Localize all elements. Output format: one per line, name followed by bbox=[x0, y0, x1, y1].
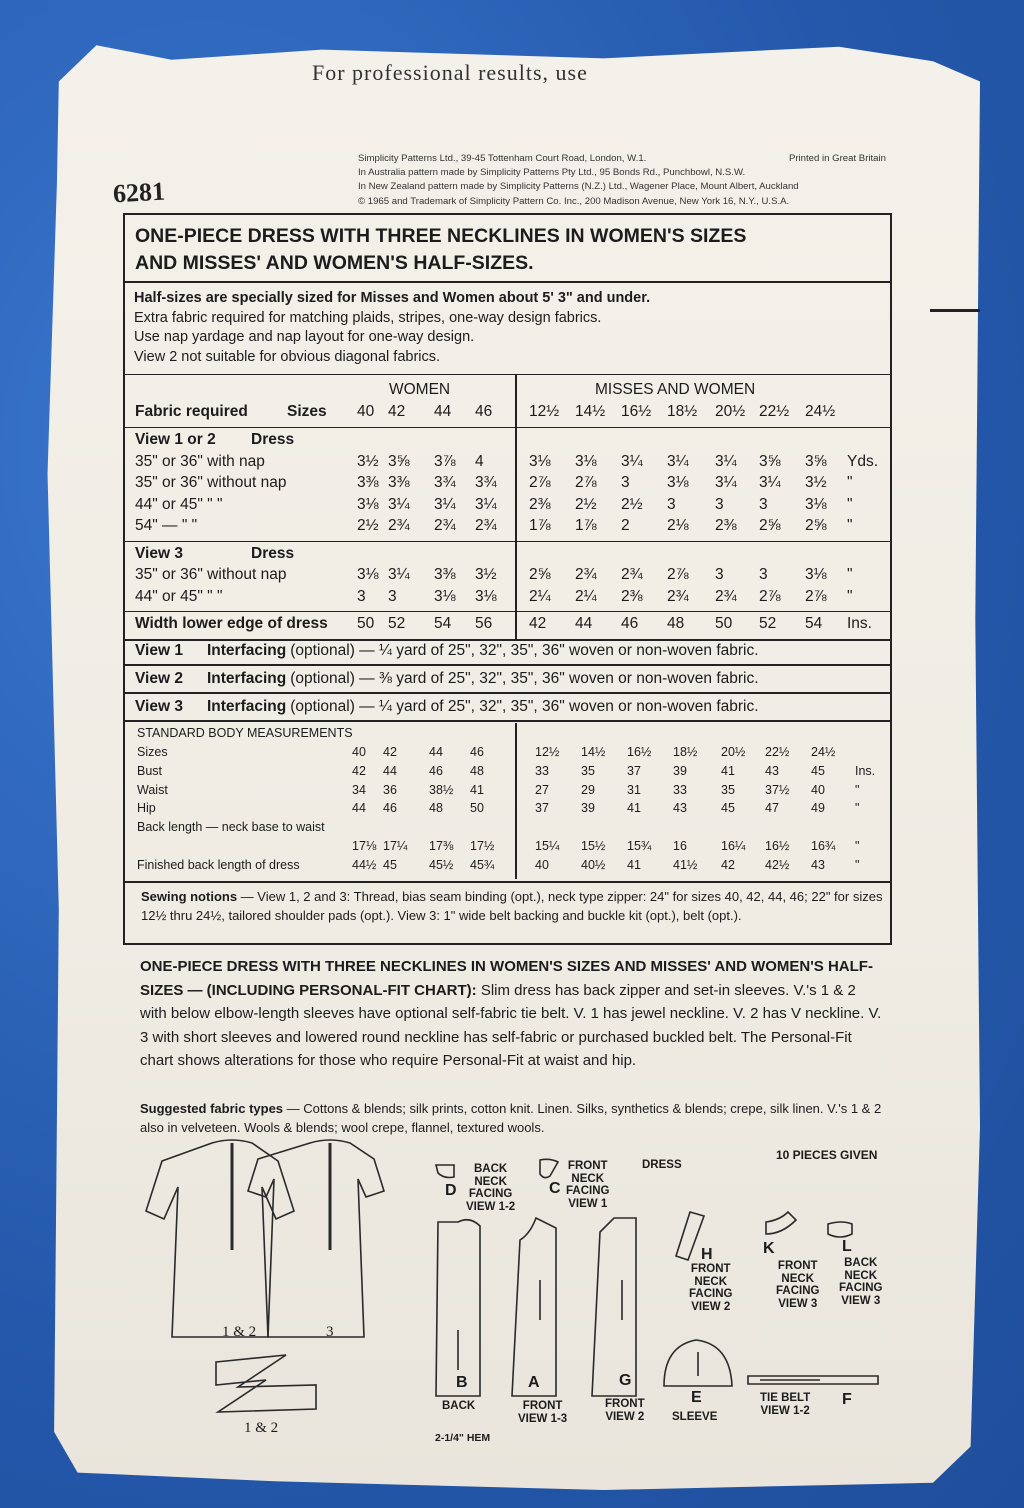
measurement-unit: " bbox=[855, 801, 860, 816]
fabric-required-label: Fabric required bbox=[135, 403, 248, 420]
hem-note: 2-1/4" HEM bbox=[435, 1432, 491, 1444]
value-cell: 3 bbox=[621, 474, 630, 491]
value-cell: 3¼ bbox=[388, 566, 410, 583]
measurement-value: 47 bbox=[765, 801, 779, 816]
measurement-value: 42½ bbox=[765, 857, 790, 872]
piece-label-line: VIEW 3 bbox=[778, 1297, 818, 1310]
piece-letter-d: D bbox=[445, 1182, 457, 1199]
value-cell: 2⅞ bbox=[529, 474, 551, 491]
measurement-value: 46 bbox=[383, 801, 397, 816]
measurement-value: 33 bbox=[535, 763, 549, 778]
piece-label-line: VIEW 2 bbox=[691, 1300, 731, 1313]
measurement-value: 40 bbox=[535, 857, 549, 872]
value-cell: 54 bbox=[434, 615, 452, 632]
measurement-value: 35 bbox=[721, 782, 735, 797]
measurement-value: 33 bbox=[673, 782, 687, 797]
piece-label-line: TIE BELT bbox=[760, 1392, 811, 1404]
measurement-label: Bust bbox=[137, 763, 163, 778]
column-divider bbox=[515, 374, 517, 639]
value-cell: 3⅜ bbox=[434, 566, 456, 583]
publisher-line: In New Zealand pattern made by Simplicity Patterns (N.Z.) Ltd., Wagener Place, Mount Albert, Auckland bbox=[358, 181, 799, 193]
piece-letter-g: G bbox=[619, 1372, 632, 1389]
value-cell: 3¼ bbox=[388, 495, 410, 513]
piece-label-line: NECK bbox=[781, 1272, 815, 1285]
interfacing-row bbox=[135, 642, 759, 660]
measurement-value: 44 bbox=[383, 763, 397, 778]
measurement-label: Hip bbox=[137, 801, 156, 816]
value-cell: 2¾ bbox=[575, 566, 597, 583]
measurement-value: 45¾ bbox=[470, 857, 495, 872]
measurement-value: 17¼ bbox=[383, 839, 408, 853]
publisher-info bbox=[358, 152, 886, 209]
value-cell: 54 bbox=[805, 615, 823, 632]
piece-label-line: VIEW 3 bbox=[841, 1294, 881, 1307]
piece-label-line: FACING bbox=[566, 1185, 610, 1197]
measurement-value: 20½ bbox=[721, 745, 746, 759]
value-cell: 3¼ bbox=[715, 452, 737, 470]
measurement-value: 37½ bbox=[765, 782, 790, 797]
column-divider bbox=[515, 723, 517, 879]
piece-label-line: FRONT bbox=[567, 1160, 608, 1172]
publisher-line: In Australia pattern made by Simplicity Patterns Pty Ltd., 95 Bonds Rd., Punchbowl, N.S.W. bbox=[358, 167, 746, 179]
value-cell: 3¼ bbox=[715, 474, 737, 491]
value-cell: 3¼ bbox=[759, 474, 781, 491]
piece-label-line: BACK bbox=[844, 1257, 878, 1269]
measurement-value: 24½ bbox=[811, 745, 836, 759]
piece-label-line: FRONT bbox=[605, 1398, 645, 1410]
piece-label-line: NECK bbox=[844, 1269, 878, 1282]
unit-cell: " bbox=[847, 474, 853, 491]
size-header: 42 bbox=[388, 403, 406, 420]
view-label-1-2: 1 & 2 bbox=[222, 1324, 257, 1340]
value-cell: 3 bbox=[357, 587, 366, 605]
value-cell: 3½ bbox=[805, 474, 827, 491]
value-cell: 3⅜ bbox=[388, 474, 410, 491]
divider bbox=[125, 374, 890, 375]
section-heading: Dress bbox=[251, 544, 295, 562]
value-cell: 2⅞ bbox=[575, 474, 597, 491]
value-cell: 2⅜ bbox=[715, 517, 737, 534]
measurement-value: 45 bbox=[383, 857, 397, 872]
row-label: Width lower edge of dress bbox=[135, 615, 328, 632]
value-cell: 3⅝ bbox=[805, 452, 827, 470]
piece-label-c bbox=[566, 1160, 609, 1210]
measurement-unit: " bbox=[855, 857, 860, 872]
piece-label-line: BACK bbox=[473, 1163, 508, 1175]
value-cell: 3½ bbox=[357, 452, 379, 470]
value-cell: 3⅛ bbox=[667, 474, 689, 491]
size-header: 46 bbox=[475, 403, 493, 420]
measurement-value: 37 bbox=[535, 801, 549, 816]
row-label: 44" or 45" " " bbox=[135, 587, 223, 605]
piece-label-h bbox=[689, 1263, 732, 1313]
measurement-value: 50 bbox=[470, 801, 484, 816]
value-cell: 3¼ bbox=[434, 495, 456, 513]
measurement-value: 45½ bbox=[429, 857, 454, 872]
size-header: 20½ bbox=[715, 403, 746, 420]
group-header-women: WOMEN bbox=[389, 381, 451, 398]
value-cell: 4 bbox=[475, 452, 484, 470]
measurement-value: 15½ bbox=[581, 839, 606, 853]
piece-letter-k: K bbox=[763, 1240, 775, 1257]
divider bbox=[125, 427, 890, 428]
piece-label-line: BACK bbox=[442, 1400, 476, 1412]
piece-letter-l: L bbox=[842, 1238, 852, 1255]
measurement-value: 46 bbox=[470, 745, 484, 759]
row-label: 35" or 36" without nap bbox=[135, 566, 287, 583]
measurement-value: 41½ bbox=[673, 857, 698, 872]
divider bbox=[125, 541, 890, 542]
value-cell: 2⅝ bbox=[805, 517, 827, 534]
side-tick-mark bbox=[930, 309, 980, 312]
unit-cell: " bbox=[847, 587, 853, 605]
value-cell: 3 bbox=[715, 566, 724, 583]
measurement-value: 45 bbox=[721, 801, 735, 816]
value-cell: 42 bbox=[529, 615, 547, 632]
measurement-value: 46 bbox=[429, 763, 443, 778]
measurement-value: 16 bbox=[673, 839, 687, 853]
measurement-value: 38½ bbox=[429, 782, 454, 797]
size-header: 40 bbox=[357, 403, 375, 420]
measurement-value: 40 bbox=[811, 782, 825, 797]
piece-label-g bbox=[605, 1398, 645, 1423]
section-heading: View 3 bbox=[135, 544, 183, 562]
measurement-value: 42 bbox=[721, 857, 735, 872]
measurement-value: 15¼ bbox=[535, 839, 560, 853]
piece-label-line: FRONT bbox=[522, 1400, 563, 1412]
measurement-value: 16½ bbox=[765, 839, 790, 853]
measurement-value: 37 bbox=[627, 763, 641, 778]
measurement-label: Back length — neck base to waist bbox=[137, 820, 325, 835]
measurement-value: 16¼ bbox=[721, 839, 746, 853]
measurement-value: 49 bbox=[811, 801, 825, 816]
interfacing-view: View 2 bbox=[135, 670, 183, 687]
chart-title: ONE-PIECE DRESS WITH THREE NECKLINES IN WOMEN'S SIZES AND MISSES' AND WOMEN'S HALF-SIZES. bbox=[135, 225, 747, 274]
value-cell: 3⅛ bbox=[575, 452, 597, 470]
interfacing-row bbox=[135, 698, 759, 716]
size-header: 12½ bbox=[529, 403, 560, 420]
suggested-fabrics: Suggested fabric types — Cottons & blends; silk prints, cotton knit. Linen. Silks, synthetics & blends; crepe, silk linen. V.'s 1 & 2 also in velveteen. Wools & blends; wool crepe, flannel, textured wools. bbox=[140, 1101, 882, 1135]
value-cell: 2⅞ bbox=[759, 587, 781, 605]
publisher-line: Simplicity Patterns Ltd., 39-45 Tottenham Court Road, London, W.1. Printed in Great Britain bbox=[358, 153, 886, 164]
row-label: 54" — " " bbox=[135, 517, 198, 534]
measurement-value: 44 bbox=[352, 801, 366, 816]
measurement-value: 48 bbox=[429, 801, 443, 816]
measurement-value: 29 bbox=[581, 782, 595, 797]
value-cell: 52 bbox=[759, 615, 777, 632]
value-cell: 52 bbox=[388, 615, 406, 632]
piece-label-line: FACING bbox=[689, 1288, 733, 1300]
piece-label-line: VIEW 1 bbox=[568, 1197, 608, 1210]
value-cell: 3⅛ bbox=[805, 566, 827, 583]
piece-label-line: FACING bbox=[776, 1285, 820, 1297]
value-cell: 3 bbox=[388, 587, 397, 605]
interfacing-text: (optional) — ¼ yard of 25", 32", 35", 36" woven or non-woven fabric. bbox=[290, 698, 759, 715]
piece-label-line: VIEW 1-3 bbox=[518, 1412, 568, 1425]
piece-label-line: VIEW 1-2 bbox=[760, 1404, 810, 1417]
piece-label-k bbox=[776, 1260, 819, 1310]
measurement-value: 16¾ bbox=[811, 839, 836, 853]
measurement-value: 16½ bbox=[627, 745, 652, 759]
measurement-value: 22½ bbox=[765, 745, 790, 759]
value-cell: 44 bbox=[575, 615, 593, 632]
piece-label-a bbox=[518, 1400, 567, 1425]
value-cell: 3¼ bbox=[621, 452, 643, 470]
piece-label-line: FRONT bbox=[777, 1260, 818, 1272]
value-cell: 50 bbox=[715, 615, 733, 632]
interfacing-view: View 1 bbox=[135, 642, 183, 659]
divider bbox=[125, 611, 890, 612]
value-cell: 2⅜ bbox=[529, 495, 551, 513]
measurement-value: 43 bbox=[765, 763, 779, 778]
value-cell: 3¾ bbox=[475, 474, 497, 491]
measurement-value: 45 bbox=[811, 763, 825, 778]
measurements-heading: STANDARD BODY MEASUREMENTS bbox=[137, 726, 353, 740]
value-cell: 3⅛ bbox=[475, 587, 497, 605]
value-cell: 3⅞ bbox=[434, 452, 456, 470]
unit-cell: " bbox=[847, 495, 853, 513]
row-label: 35" or 36" without nap bbox=[135, 474, 287, 491]
measurement-label: Finished back length of dress bbox=[137, 857, 300, 872]
piece-label-e bbox=[672, 1411, 717, 1424]
piece-label-line: VIEW 2 bbox=[605, 1410, 645, 1423]
value-cell: 2 bbox=[621, 517, 630, 534]
value-cell: 3⅛ bbox=[357, 495, 379, 513]
measurement-value: 43 bbox=[673, 801, 687, 816]
value-cell: 3⅛ bbox=[434, 587, 456, 605]
belt-view-label: 1 & 2 bbox=[244, 1420, 279, 1436]
divider bbox=[125, 281, 890, 283]
interfacing-text: (optional) — ⅜ yard of 25", 32", 35", 36" woven or non-woven fabric. bbox=[290, 670, 759, 687]
measurement-value: 17⅛ bbox=[352, 839, 377, 853]
group-header-misses: MISSES AND WOMEN bbox=[595, 381, 756, 398]
value-cell: 2½ bbox=[357, 517, 379, 534]
measurement-value: 34 bbox=[352, 782, 366, 797]
measurement-value: 17⅜ bbox=[429, 839, 454, 853]
value-cell: 3 bbox=[759, 566, 768, 583]
piece-label-l bbox=[839, 1257, 882, 1307]
measurement-value: 41 bbox=[470, 782, 484, 797]
size-header: 14½ bbox=[575, 403, 606, 420]
value-cell: 48 bbox=[667, 615, 685, 632]
measurement-unit: " bbox=[855, 839, 860, 853]
value-cell: 2⅛ bbox=[667, 517, 689, 534]
divider bbox=[125, 639, 890, 641]
size-header: 18½ bbox=[667, 403, 698, 420]
value-cell: 3 bbox=[667, 495, 676, 513]
measurement-value: 44½ bbox=[352, 857, 377, 872]
size-header: 22½ bbox=[759, 403, 790, 420]
measurement-value: 41 bbox=[627, 857, 641, 872]
value-cell: 3⅛ bbox=[805, 495, 827, 513]
value-cell: 2¾ bbox=[667, 587, 689, 605]
size-header: 44 bbox=[434, 403, 452, 420]
divider bbox=[125, 692, 890, 694]
measurement-value: 39 bbox=[581, 801, 595, 816]
value-cell: 2⅝ bbox=[529, 566, 551, 583]
size-header: 16½ bbox=[621, 403, 652, 420]
measurement-value: 14½ bbox=[581, 745, 606, 759]
piece-label-line: FACING bbox=[839, 1282, 883, 1294]
piece-label-line: NECK bbox=[694, 1275, 728, 1288]
measurement-value: 43 bbox=[811, 857, 825, 872]
measurement-value: 15¾ bbox=[627, 839, 652, 853]
value-cell: 1⅞ bbox=[575, 517, 597, 534]
pattern-description: ONE-PIECE DRESS WITH THREE NECKLINES IN WOMEN'S SIZES AND MISSES' AND WOMEN'S HALF-SIZES — (INCLUDING PERSONAL-FIT CHART): Slim dress has back zipper and set-in sleeves. V.'s 1 & 2 with below elbow-length sleeves have optional self-fabric tie belt. V. 1 has jewel neckline. V. 2 has V neckline. V. 3 with short sleeves and lowered round neckline has self-fabric or purchased buckled belt. The Personal-Fit chart shows alterations for those who require Personal-Fit at waist and hip. bbox=[140, 958, 882, 1070]
interfacing-word: Interfacing bbox=[207, 642, 287, 659]
value-cell: 3⅜ bbox=[357, 474, 379, 491]
value-cell: 2⅝ bbox=[759, 517, 781, 534]
value-cell: 2¾ bbox=[621, 566, 643, 583]
value-cell: 2⅞ bbox=[667, 566, 689, 583]
pattern-number: 6281 bbox=[112, 176, 166, 209]
view-label-3: 3 bbox=[326, 1324, 334, 1340]
section-heading: View 1 or 2 bbox=[135, 431, 216, 448]
measurement-value: 41 bbox=[721, 763, 735, 778]
value-cell: 2¾ bbox=[388, 517, 410, 534]
measurement-value: 36 bbox=[383, 782, 397, 797]
measurement-unit: Ins. bbox=[855, 763, 876, 778]
piece-letter-a: A bbox=[528, 1374, 540, 1391]
measurement-value: 44 bbox=[429, 745, 443, 759]
measurement-value: 40 bbox=[352, 745, 366, 759]
interfacing-word: Interfacing bbox=[207, 670, 287, 687]
piece-letter-c: C bbox=[549, 1180, 561, 1197]
fabric-notes: Half-sizes are specially sized for Misses and Women about 5' 3" and under. Extra fabric required for matching plaids, stripes, one-way design fabrics. Use nap yardage and nap layout for one-way design. View 2 not suitable for obvious diagonal fabrics. bbox=[134, 290, 651, 365]
value-cell: 3⅝ bbox=[759, 452, 781, 470]
yardage-chart-box bbox=[123, 213, 892, 945]
value-cell: 3 bbox=[759, 495, 768, 513]
value-cell: 3¾ bbox=[434, 474, 456, 491]
piece-label-line: FRONT bbox=[690, 1263, 731, 1275]
value-cell: 3⅝ bbox=[388, 452, 410, 470]
piece-letter-f: F bbox=[842, 1391, 852, 1408]
piece-label-line: SLEEVE bbox=[672, 1411, 718, 1423]
piece-label-b bbox=[442, 1400, 475, 1413]
dress-label: DRESS bbox=[642, 1159, 682, 1171]
value-cell: 3½ bbox=[475, 566, 497, 583]
interfacing-text: (optional) — ¼ yard of 25", 32", 35", 36" woven or non-woven fabric. bbox=[290, 642, 759, 659]
value-cell: 50 bbox=[357, 615, 375, 632]
measurement-unit: " bbox=[855, 782, 860, 797]
unit-cell: Yds. bbox=[847, 452, 879, 470]
measurement-value: 42 bbox=[352, 763, 366, 778]
value-cell: 2¾ bbox=[434, 517, 456, 534]
value-cell: 3⅛ bbox=[357, 566, 379, 583]
value-cell: 2⅜ bbox=[621, 587, 643, 605]
measurement-label: Waist bbox=[137, 782, 168, 797]
measurement-value: 31 bbox=[627, 782, 641, 797]
value-cell: 3⅛ bbox=[529, 452, 551, 470]
measurement-value: 17½ bbox=[470, 839, 495, 853]
divider bbox=[125, 881, 890, 883]
interfacing-word: Interfacing bbox=[207, 698, 287, 715]
unit-cell: " bbox=[847, 517, 853, 534]
value-cell: 2½ bbox=[575, 495, 597, 513]
measurement-value: 27 bbox=[535, 782, 549, 797]
value-cell: 2¼ bbox=[575, 587, 597, 605]
measurement-value: 41 bbox=[627, 801, 641, 816]
value-cell: 2¾ bbox=[475, 517, 497, 534]
top-cut-text: For professional results, use bbox=[312, 60, 588, 85]
measurement-value: 39 bbox=[673, 763, 687, 778]
unit-cell: Ins. bbox=[847, 615, 872, 632]
sizes-label: Sizes bbox=[287, 403, 327, 420]
size-header: 24½ bbox=[805, 403, 836, 420]
value-cell: 2¾ bbox=[715, 587, 737, 605]
measurement-value: 12½ bbox=[535, 745, 560, 759]
value-cell: 3 bbox=[715, 495, 724, 513]
pieces-given: 10 PIECES GIVEN bbox=[776, 1148, 878, 1162]
measurement-value: 35 bbox=[581, 763, 595, 778]
measurement-value: 48 bbox=[470, 763, 484, 778]
interfacing-row bbox=[135, 670, 759, 688]
interfacing-view: View 3 bbox=[135, 698, 183, 715]
piece-letter-h: H bbox=[701, 1246, 713, 1263]
piece-label-f bbox=[760, 1392, 810, 1417]
piece-letter-e: E bbox=[691, 1389, 702, 1406]
value-cell: 1⅞ bbox=[529, 517, 551, 534]
row-label: 35" or 36" with nap bbox=[135, 452, 265, 470]
value-cell: 2¼ bbox=[529, 587, 551, 605]
value-cell: 3¼ bbox=[475, 495, 497, 513]
piece-label-d bbox=[466, 1163, 515, 1213]
piece-label-line: NECK bbox=[571, 1172, 605, 1185]
measurement-label: Sizes bbox=[137, 745, 168, 759]
publisher-line: © 1965 and Trademark of Simplicity Pattern Co. Inc., 200 Madison Avenue, New York 16, N.Y., U.S.A. bbox=[358, 195, 790, 207]
section-heading: Dress bbox=[251, 431, 295, 448]
measurement-value: 42 bbox=[383, 745, 397, 759]
measurement-value: 40½ bbox=[581, 857, 606, 872]
measurement-value: 18½ bbox=[673, 745, 698, 759]
value-cell: 2⅞ bbox=[805, 587, 827, 605]
unit-cell: " bbox=[847, 566, 853, 583]
row-label: 44" or 45" " " bbox=[135, 495, 223, 513]
value-cell: 46 bbox=[621, 615, 639, 632]
piece-label-line: NECK bbox=[474, 1175, 507, 1188]
piece-letter-b: B bbox=[456, 1374, 468, 1391]
piece-label-line: VIEW 1-2 bbox=[466, 1200, 516, 1213]
divider bbox=[125, 664, 890, 666]
value-cell: 2½ bbox=[621, 495, 643, 513]
value-cell: 3¼ bbox=[667, 452, 689, 470]
divider bbox=[125, 720, 890, 722]
value-cell: 56 bbox=[475, 615, 493, 632]
piece-label-line: FACING bbox=[468, 1188, 513, 1200]
sewing-notions: Sewing notions — View 1, 2 and 3: Thread, bias seam binding (opt.), neck type zipper: 24" for sizes 40, 42, 44, 46; 22" for sizes 12½ thru 24½, tailored shoulder pads (opt.). View 3: 1" wide belt backing and buckle kit (opt.), belt (opt.). bbox=[141, 888, 883, 923]
